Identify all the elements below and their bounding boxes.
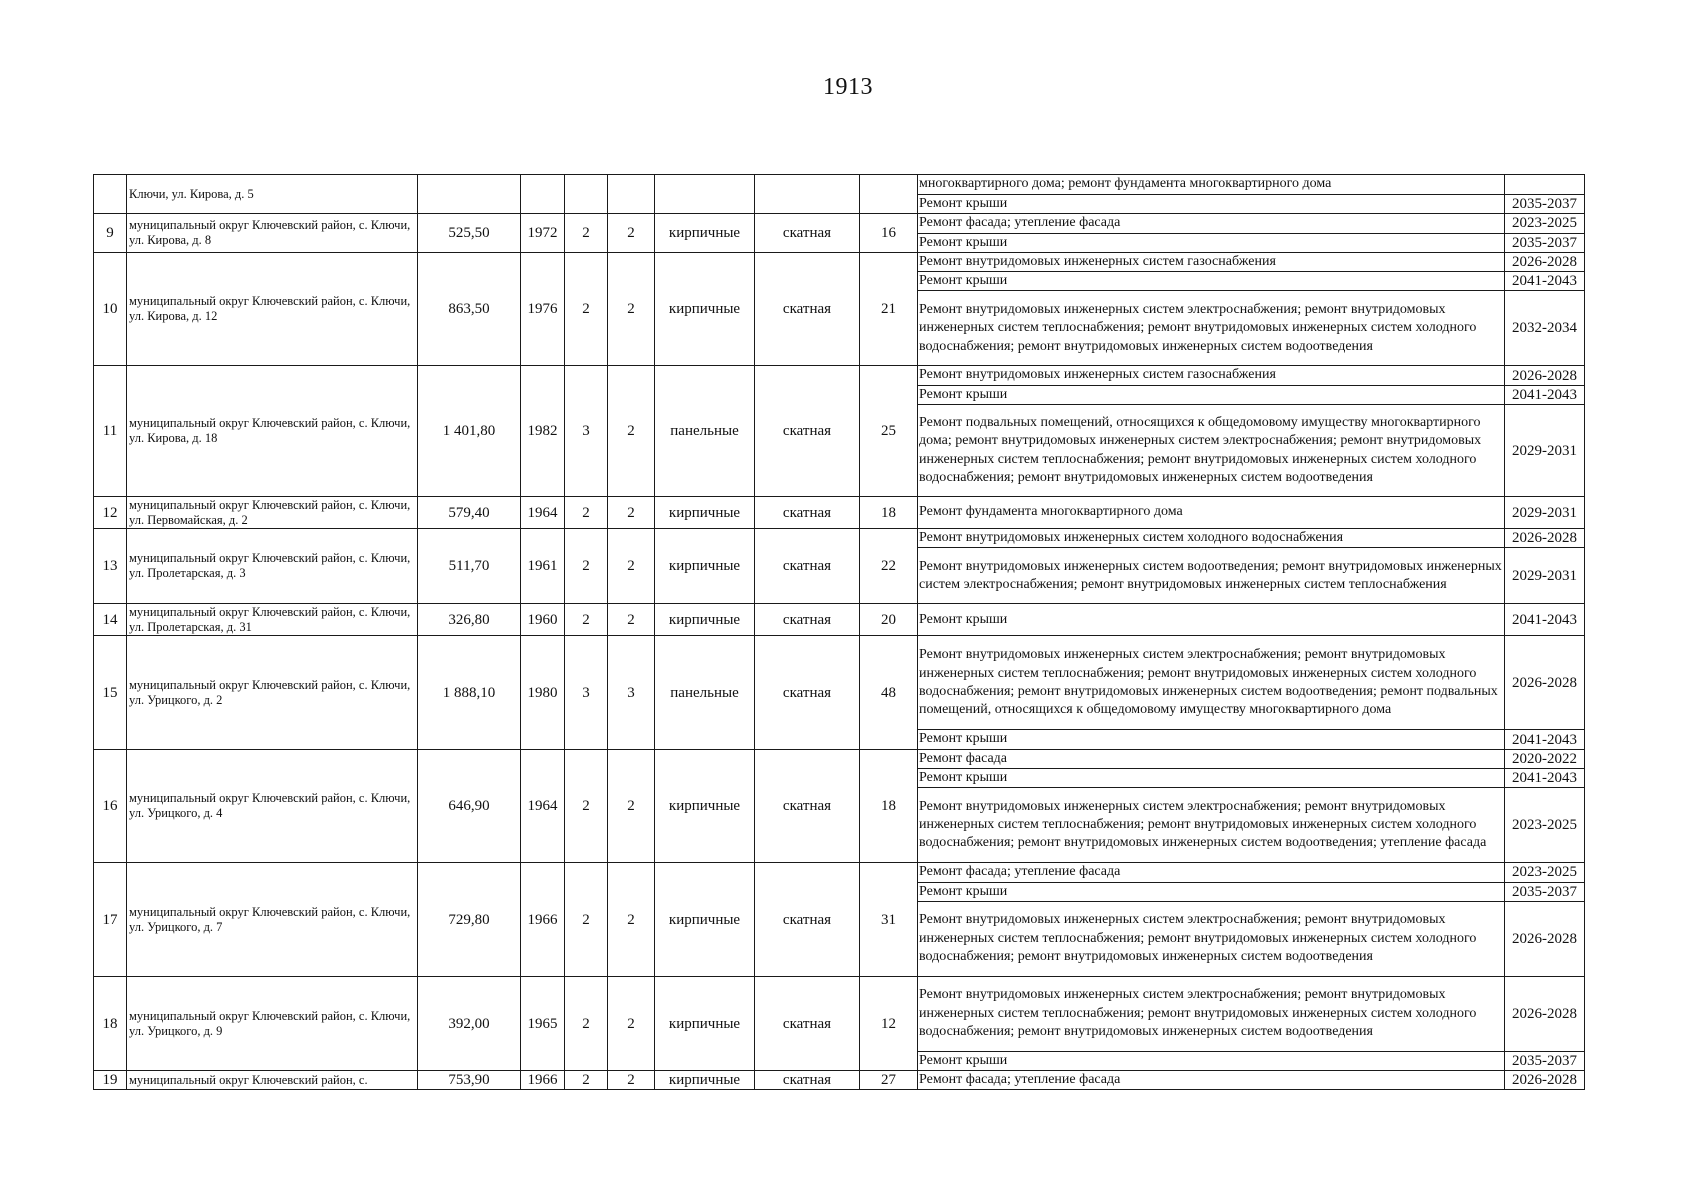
floors-cell: 2	[565, 529, 608, 604]
wall-material-cell: кирпичные	[655, 497, 755, 529]
period-cell: 2026-2028	[1505, 529, 1585, 548]
work-type-cell: Ремонт крыши	[918, 604, 1505, 636]
wall-material-cell: кирпичные	[655, 604, 755, 636]
total-area-cell: 863,50	[418, 252, 521, 366]
address-cell: муниципальный округ Ключевский район, с. Ключи, ул. Урицкого, д. 4	[127, 749, 418, 863]
wall-material-cell	[655, 175, 755, 214]
total-area-cell	[418, 175, 521, 214]
address-cell: муниципальный округ Ключевский район, с. Ключи, ул. Урицкого, д. 9	[127, 976, 418, 1070]
row-number-cell: 12	[94, 497, 127, 529]
build-year-cell: 1965	[521, 976, 565, 1070]
period-cell: 2026-2028	[1505, 252, 1585, 271]
wall-material-cell: кирпичные	[655, 863, 755, 977]
capital-repair-table	[93, 174, 1585, 1090]
residents-cell: 12	[860, 976, 918, 1070]
floors-cell: 2	[565, 497, 608, 529]
period-cell: 2026-2028	[1505, 366, 1585, 385]
table-row	[94, 1071, 1585, 1090]
period-cell: 2041-2043	[1505, 730, 1585, 749]
residents-cell: 18	[860, 749, 918, 863]
period-cell: 2029-2031	[1505, 548, 1585, 604]
entrances-cell: 2	[608, 529, 655, 604]
floors-cell	[565, 175, 608, 214]
residents-cell: 31	[860, 863, 918, 977]
period-cell: 2026-2028	[1505, 636, 1585, 730]
row-number-cell: 18	[94, 976, 127, 1070]
build-year-cell: 1976	[521, 252, 565, 366]
total-area-cell: 326,80	[418, 604, 521, 636]
wall-material-cell: кирпичные	[655, 976, 755, 1070]
residents-cell: 25	[860, 366, 918, 497]
work-type-cell: Ремонт внутридомовых инженерных систем газоснабжения	[918, 366, 1505, 385]
roof-type-cell	[755, 175, 860, 214]
address-cell: муниципальный округ Ключевский район, с. Ключи, ул. Урицкого, д. 2	[127, 636, 418, 749]
build-year-cell: 1961	[521, 529, 565, 604]
work-type-cell: Ремонт внутридомовых инженерных систем водоотведения; ремонт внутридомовых инженерных систем электроснабжения; ремонт внутридомовых инженерных систем теплоснабжения	[918, 548, 1505, 604]
work-type-cell: Ремонт внутридомовых инженерных систем холодного водоснабжения	[918, 529, 1505, 548]
period-cell: 2023-2025	[1505, 788, 1585, 863]
row-number-cell: 11	[94, 366, 127, 497]
period-cell: 2041-2043	[1505, 385, 1585, 404]
address-cell: муниципальный округ Ключевский район, с. Ключи, ул. Кирова, д. 8	[127, 214, 418, 253]
table-row	[94, 749, 1585, 768]
work-type-cell: Ремонт крыши	[918, 195, 1505, 214]
table-row	[94, 497, 1585, 529]
table-row	[94, 976, 1585, 1051]
work-type-cell: Ремонт крыши	[918, 1051, 1505, 1070]
roof-type-cell: скатная	[755, 214, 860, 253]
work-type-cell: Ремонт крыши	[918, 233, 1505, 252]
work-type-cell: Ремонт внутридомовых инженерных систем электроснабжения; ремонт внутридомовых инженерных систем теплоснабжения; ремонт внутридомовых инженерных систем холодного водоснабжения; ремонт внутридомовых инженерных систем водоотведения	[918, 901, 1505, 976]
work-type-cell: Ремонт крыши	[918, 385, 1505, 404]
total-area-cell: 1 888,10	[418, 636, 521, 749]
total-area-cell: 579,40	[418, 497, 521, 529]
period-cell	[1505, 175, 1585, 195]
total-area-cell: 753,90	[418, 1071, 521, 1090]
residents-cell	[860, 175, 918, 214]
work-type-cell: многоквартирного дома; ремонт фундамента многоквартирного дома	[918, 175, 1505, 195]
total-area-cell: 1 401,80	[418, 366, 521, 497]
period-cell: 2026-2028	[1505, 976, 1585, 1051]
work-type-cell: Ремонт внутридомовых инженерных систем электроснабжения; ремонт внутридомовых инженерных систем теплоснабжения; ремонт внутридомовых инженерных систем холодного водоснабжения; ремонт внутридомовых инженерных систем водоотведения	[918, 291, 1505, 366]
roof-type-cell: скатная	[755, 497, 860, 529]
address-cell: муниципальный округ Ключевский район, с.	[127, 1071, 418, 1090]
period-cell: 2035-2037	[1505, 1051, 1585, 1070]
floors-cell: 3	[565, 366, 608, 497]
period-cell: 2029-2031	[1505, 497, 1585, 529]
entrances-cell: 2	[608, 214, 655, 253]
entrances-cell: 2	[608, 749, 655, 863]
work-type-cell: Ремонт подвальных помещений, относящихся к общедомовому имуществу многоквартирного дома; ремонт внутридомовых инженерных систем электроснабжения; ремонт внутридомовых инженерных систем теплоснабжения; ремонт внутридомовых инженерных систем холодного водоснабжения; ремонт внутридомовых инженерных систем водоотведения	[918, 405, 1505, 497]
build-year-cell: 1980	[521, 636, 565, 749]
address-cell: муниципальный округ Ключевский район, с. Ключи, ул. Кирова, д. 18	[127, 366, 418, 497]
wall-material-cell: кирпичные	[655, 749, 755, 863]
work-type-cell: Ремонт внутридомовых инженерных систем электроснабжения; ремонт внутридомовых инженерных систем теплоснабжения; ремонт внутридомовых инженерных систем холодного водоснабжения; ремонт внутридомовых инженерных систем водоотведения; ремонт подвальных помещений, относящихся к общедомовому имуществу многоквартирного дома	[918, 636, 1505, 730]
entrances-cell: 2	[608, 604, 655, 636]
period-cell: 2032-2034	[1505, 291, 1585, 366]
page-number: 1913	[823, 74, 873, 100]
total-area-cell: 729,80	[418, 863, 521, 977]
floors-cell: 2	[565, 214, 608, 253]
period-cell: 2023-2025	[1505, 863, 1585, 882]
table-row	[94, 214, 1585, 233]
row-number-cell: 13	[94, 529, 127, 604]
entrances-cell: 2	[608, 252, 655, 366]
wall-material-cell: кирпичные	[655, 252, 755, 366]
roof-type-cell: скатная	[755, 529, 860, 604]
period-cell: 2026-2028	[1505, 1071, 1585, 1090]
total-area-cell: 511,70	[418, 529, 521, 604]
build-year-cell: 1972	[521, 214, 565, 253]
floors-cell: 2	[565, 749, 608, 863]
address-cell: муниципальный округ Ключевский район, с. Ключи, ул. Пролетарская, д. 3	[127, 529, 418, 604]
roof-type-cell: скатная	[755, 749, 860, 863]
work-type-cell: Ремонт крыши	[918, 730, 1505, 749]
residents-cell: 18	[860, 497, 918, 529]
floors-cell: 2	[565, 863, 608, 977]
floors-cell: 2	[565, 252, 608, 366]
entrances-cell: 2	[608, 863, 655, 977]
row-number-cell: 19	[94, 1071, 127, 1090]
total-area-cell: 646,90	[418, 749, 521, 863]
period-cell: 2029-2031	[1505, 405, 1585, 497]
residents-cell: 21	[860, 252, 918, 366]
residents-cell: 16	[860, 214, 918, 253]
work-type-cell: Ремонт крыши	[918, 272, 1505, 291]
work-type-cell: Ремонт фасада; утепление фасада	[918, 1071, 1505, 1090]
residents-cell: 22	[860, 529, 918, 604]
total-area-cell: 525,50	[418, 214, 521, 253]
row-number-cell: 9	[94, 214, 127, 253]
build-year-cell: 1964	[521, 749, 565, 863]
roof-type-cell: скатная	[755, 366, 860, 497]
build-year-cell: 1966	[521, 1071, 565, 1090]
work-type-cell: Ремонт крыши	[918, 768, 1505, 787]
address-cell: муниципальный округ Ключевский район, с. Ключи, ул. Первомайская, д. 2	[127, 497, 418, 529]
entrances-cell: 3	[608, 636, 655, 749]
floors-cell: 2	[565, 1071, 608, 1090]
roof-type-cell: скатная	[755, 863, 860, 977]
period-cell: 2026-2028	[1505, 901, 1585, 976]
work-type-cell: Ремонт внутридомовых инженерных систем электроснабжения; ремонт внутридомовых инженерных систем теплоснабжения; ремонт внутридомовых инженерных систем холодного водоснабжения; ремонт внутридомовых инженерных систем водоотведения	[918, 976, 1505, 1051]
wall-material-cell: кирпичные	[655, 529, 755, 604]
row-number-cell: 17	[94, 863, 127, 977]
roof-type-cell: скатная	[755, 636, 860, 749]
floors-cell: 3	[565, 636, 608, 749]
entrances-cell: 2	[608, 366, 655, 497]
period-cell: 2035-2037	[1505, 882, 1585, 901]
residents-cell: 48	[860, 636, 918, 749]
work-type-cell: Ремонт внутридомовых инженерных систем газоснабжения	[918, 252, 1505, 271]
period-cell: 2035-2037	[1505, 195, 1585, 214]
address-cell: Ключи, ул. Кирова, д. 5	[127, 175, 418, 214]
row-number-cell: 15	[94, 636, 127, 749]
row-number-cell	[94, 175, 127, 214]
table-row	[94, 252, 1585, 271]
floors-cell: 2	[565, 976, 608, 1070]
entrances-cell	[608, 175, 655, 214]
entrances-cell: 2	[608, 1071, 655, 1090]
build-year-cell: 1966	[521, 863, 565, 977]
wall-material-cell: панельные	[655, 636, 755, 749]
row-number-cell: 16	[94, 749, 127, 863]
entrances-cell: 2	[608, 976, 655, 1070]
period-cell: 2020-2022	[1505, 749, 1585, 768]
table-row	[94, 529, 1585, 548]
roof-type-cell: скатная	[755, 1071, 860, 1090]
roof-type-cell: скатная	[755, 252, 860, 366]
roof-type-cell: скатная	[755, 604, 860, 636]
total-area-cell: 392,00	[418, 976, 521, 1070]
work-type-cell: Ремонт фасада; утепление фасада	[918, 214, 1505, 233]
address-cell: муниципальный округ Ключевский район, с. Ключи, ул. Кирова, д. 12	[127, 252, 418, 366]
period-cell: 2035-2037	[1505, 233, 1585, 252]
address-cell: муниципальный округ Ключевский район, с. Ключи, ул. Пролетарская, д. 31	[127, 604, 418, 636]
table-row	[94, 604, 1585, 636]
work-type-cell: Ремонт крыши	[918, 882, 1505, 901]
work-type-cell: Ремонт внутридомовых инженерных систем электроснабжения; ремонт внутридомовых инженерных систем теплоснабжения; ремонт внутридомовых инженерных систем холодного водоснабжения; ремонт внутридомовых инженерных систем водоотведения; утепление фасада	[918, 788, 1505, 863]
build-year-cell: 1982	[521, 366, 565, 497]
residents-cell: 27	[860, 1071, 918, 1090]
work-type-cell: Ремонт фасада; утепление фасада	[918, 863, 1505, 882]
row-number-cell: 14	[94, 604, 127, 636]
entrances-cell: 2	[608, 497, 655, 529]
wall-material-cell: кирпичные	[655, 1071, 755, 1090]
build-year-cell: 1964	[521, 497, 565, 529]
table-row	[94, 366, 1585, 385]
table-row	[94, 175, 1585, 195]
build-year-cell: 1960	[521, 604, 565, 636]
work-type-cell: Ремонт фундамента многоквартирного дома	[918, 497, 1505, 529]
floors-cell: 2	[565, 604, 608, 636]
period-cell: 2023-2025	[1505, 214, 1585, 233]
wall-material-cell: панельные	[655, 366, 755, 497]
period-cell: 2041-2043	[1505, 604, 1585, 636]
row-number-cell: 10	[94, 252, 127, 366]
address-cell: муниципальный округ Ключевский район, с. Ключи, ул. Урицкого, д. 7	[127, 863, 418, 977]
build-year-cell	[521, 175, 565, 214]
table-row	[94, 863, 1585, 882]
residents-cell: 20	[860, 604, 918, 636]
table-row	[94, 636, 1585, 730]
period-cell: 2041-2043	[1505, 768, 1585, 787]
wall-material-cell: кирпичные	[655, 214, 755, 253]
roof-type-cell: скатная	[755, 976, 860, 1070]
period-cell: 2041-2043	[1505, 272, 1585, 291]
work-type-cell: Ремонт фасада	[918, 749, 1505, 768]
